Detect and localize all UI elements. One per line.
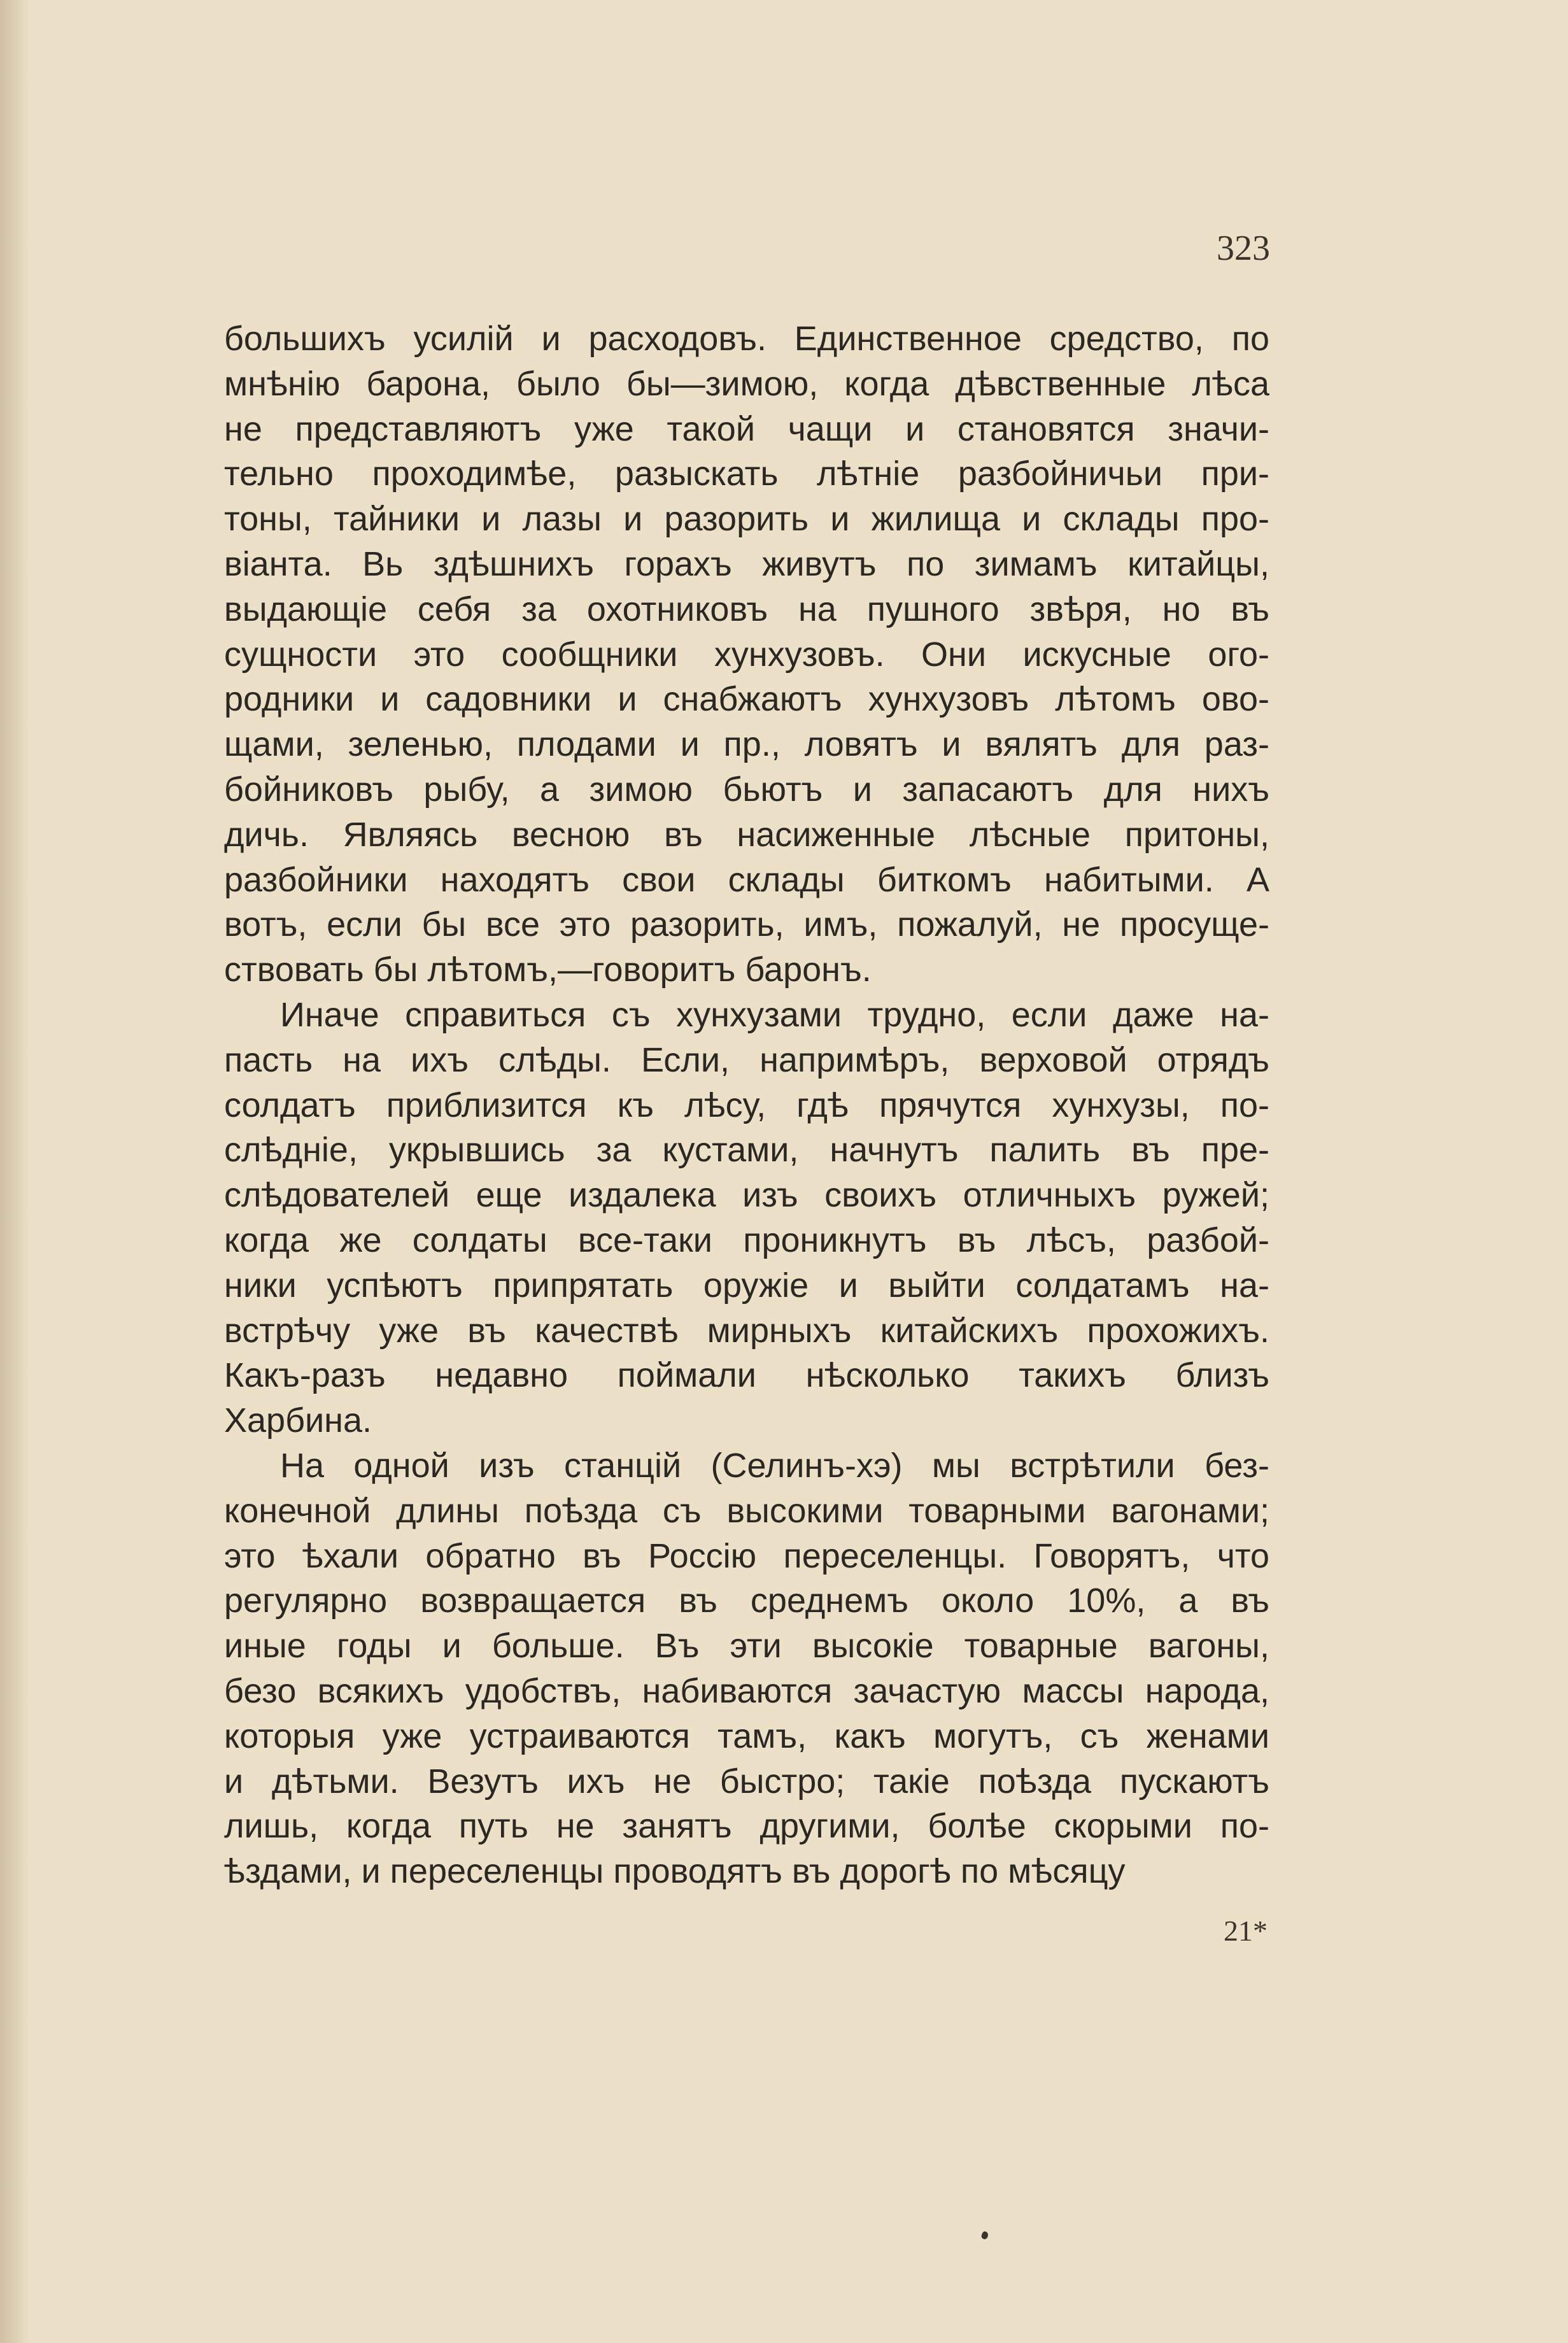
text-line: ствовать бы лѣтомъ,—говоритъ баронъ. [224,951,872,989]
text-line: это ѣхали обратно въ Россію переселенцы. Говорятъ, что [224,1536,1269,1575]
text-line: пасть на ихъ слѣды. Если, напримѣръ, верховой отрядъ [224,1040,1269,1079]
text-line: регулярно возвращается въ среднемъ около 10%, а въ [224,1582,1269,1620]
text-line: иные годы и больше. Въ эти высокіе товарные вагоны, [224,1627,1269,1666]
text-line: конечной длины поѣзда съ высокими товарными вагонами; [224,1491,1269,1530]
text-line: мнѣнію барона, было бы—зимою, когда дѣвственные лѣса [224,364,1269,403]
text-line: щами, зеленью, плодами и пр., ловятъ и вялятъ для раз- [224,725,1269,764]
text-line: Иначе справиться съ хунхузами трудно, если даже на- [280,995,1269,1034]
book-spine-shadow [0,0,29,2343]
text-line: которыя уже устраиваются тамъ, какъ могутъ, съ женами [224,1717,1269,1755]
text-line: встрѣчу уже въ качествѣ мирныхъ китайскихъ прохожихъ. [224,1311,1269,1350]
text-line: и дѣтьми. Везутъ ихъ не быстро; такіе поѣзда пускаютъ [224,1762,1269,1801]
text-line: вотъ, если бы все это разорить, имъ, пожалуй, не просуще- [224,905,1269,944]
page-number: 323 [1217,229,1270,268]
text-line: слѣдніе, укрывшись за кустами, начнутъ палить въ пре- [224,1131,1269,1170]
text-line: Харбина. [224,1401,372,1440]
text-line: разбойники находятъ свои склады биткомъ набитыми. А [224,860,1269,899]
text-line: большихъ усилій и расходовъ. Единственное средство, по [224,320,1269,358]
text-line: выдающіе себя за охотниковъ на пушного звѣря, но въ [224,590,1269,628]
text-line: ѣздами, и переселенцы проводятъ въ дорогѣ по мѣсяцу [224,1852,1126,1891]
text-line: лишь, когда путь не занятъ другими, болѣе скорыми по- [224,1807,1269,1846]
text-line: не представляютъ уже такой чащи и становятся значи- [224,409,1269,448]
text-line: солдатъ приблизится къ лѣсу, гдѣ прячутся хунхузы, по- [224,1086,1269,1124]
paragraph [224,993,1269,1443]
ink-speck [980,2230,989,2240]
text-line: віанта. Вь здѣшнихъ горахъ живутъ по зимамъ китайцы, [224,544,1269,583]
text-line: бойниковъ рыбу, а зимою бьютъ и запасаютъ для нихъ [224,770,1269,809]
text-line: безо всякихъ удобствъ, набиваются зачастую массы народа, [224,1671,1269,1710]
body-text [224,316,1269,1894]
text-line: тельно проходимѣе, разыскать лѣтніе разбойничьи при- [224,455,1269,493]
signature-mark: 21* [1224,1915,1268,1947]
text-line: тоны, тайники и лазы и разорить и жилища и склады про- [224,500,1269,539]
paragraph [224,316,1269,993]
text-line: слѣдователей еще издалека изъ своихъ отличныхъ ружей; [224,1176,1269,1215]
text-line: родники и садовники и снабжаютъ хунхузовъ лѣтомъ ово- [224,680,1269,719]
text-line: ники успѣютъ припрятать оружіе и выйти солдатамъ на- [224,1266,1269,1305]
text-line: На одной изъ станцій (Селинъ-хэ) мы встрѣтили без- [280,1446,1269,1485]
text-line: Какъ-разъ недавно поймали нѣсколько такихъ близъ [224,1356,1269,1395]
text-line: когда же солдаты все-таки проникнутъ въ лѣсъ, разбой- [224,1221,1269,1259]
paragraph [224,1443,1269,1894]
text-line: дичь. Являясь весною въ насиженные лѣсные притоны, [224,815,1269,854]
text-line: сущности это сообщники хунхузовъ. Они искусные ого- [224,635,1269,674]
